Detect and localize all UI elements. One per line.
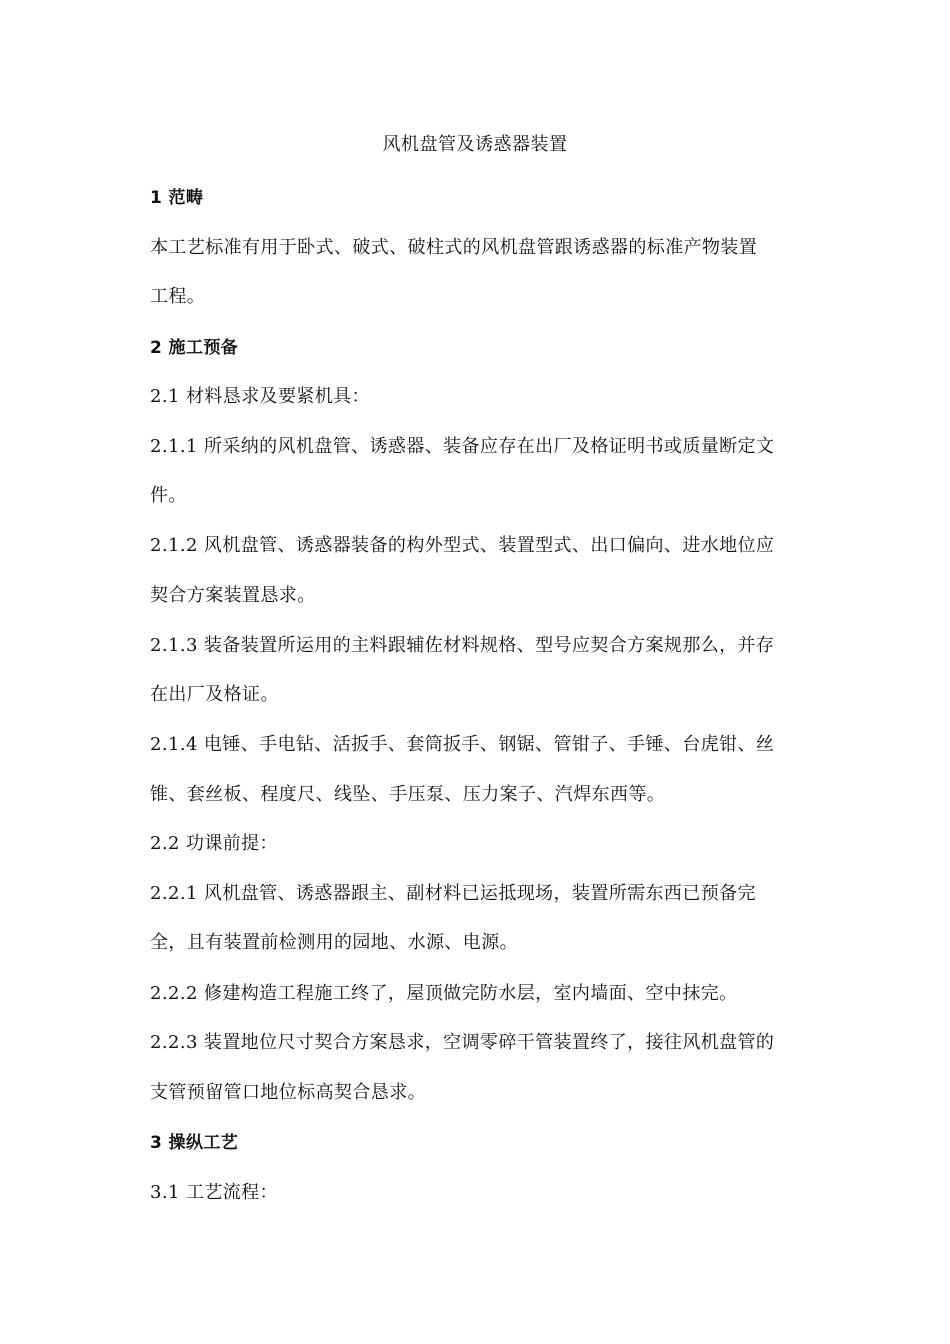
paragraph-line: 2.2.2 修建构造工程施工终了，屋顶做完防水层，室内墙面、空中抹完。 [150,983,738,1004]
paragraph-line: 2.1.3 装备装置所运用的主料跟辅佐材料规格、型号应契合方案规那么，并存 [150,635,775,656]
paragraph-line: 全，且有装置前检测用的园地、水源、电源。 [150,932,518,953]
section-heading-scope: 1 范畴 [150,188,204,208]
paragraph-line: 在出厂及格证。 [150,684,279,705]
subsection-heading: 2.1 材料恳求及要紧机具： [150,386,370,407]
paragraph-line: 工程。 [150,286,206,307]
paragraph-line: 2.2.3 装置地位尺寸契合方案恳求，空调零碎干管装置终了，接往风机盘管的 [150,1032,775,1053]
paragraph-line: 契合方案装置恳求。 [150,585,316,606]
section-heading-operation: 3 操纵工艺 [150,1133,239,1153]
paragraph-line: 2.1.1 所采纳的风机盘管、诱惑器、装备应存在出厂及格证明书或质量断定文 [150,436,775,457]
paragraph-line: 2.2.1 风机盘管、诱惑器跟主、副材料已运抵现场，装置所需东西已预备完 [150,883,756,904]
paragraph-line: 件。 [150,485,187,506]
paragraph-line: 本工艺标准有用于卧式、破式、破柱式的风机盘管跟诱惑器的标准产物装置 [150,237,758,258]
subsection-heading: 3.1 工艺流程： [150,1182,278,1203]
document-title: 风机盘管及诱惑器装置 [382,134,568,155]
subsection-heading: 2.2 功课前提： [150,833,278,854]
section-heading-preparation: 2 施工预备 [150,338,239,358]
paragraph-line: 2.1.2 风机盘管、诱惑器装备的构外型式、装置型式、出口偏向、进水地位应 [150,535,775,556]
paragraph-line: 2.1.4 电锤、手电钻、活扳手、套筒扳手、钢锯、管钳子、手锤、台虎钳、丝 [150,734,775,755]
paragraph-line: 锥、套丝板、程度尺、线坠、手压泵、压力案子、汽焊东西等。 [150,784,666,805]
paragraph-line: 支管预留管口地位标高契合恳求。 [150,1082,426,1103]
